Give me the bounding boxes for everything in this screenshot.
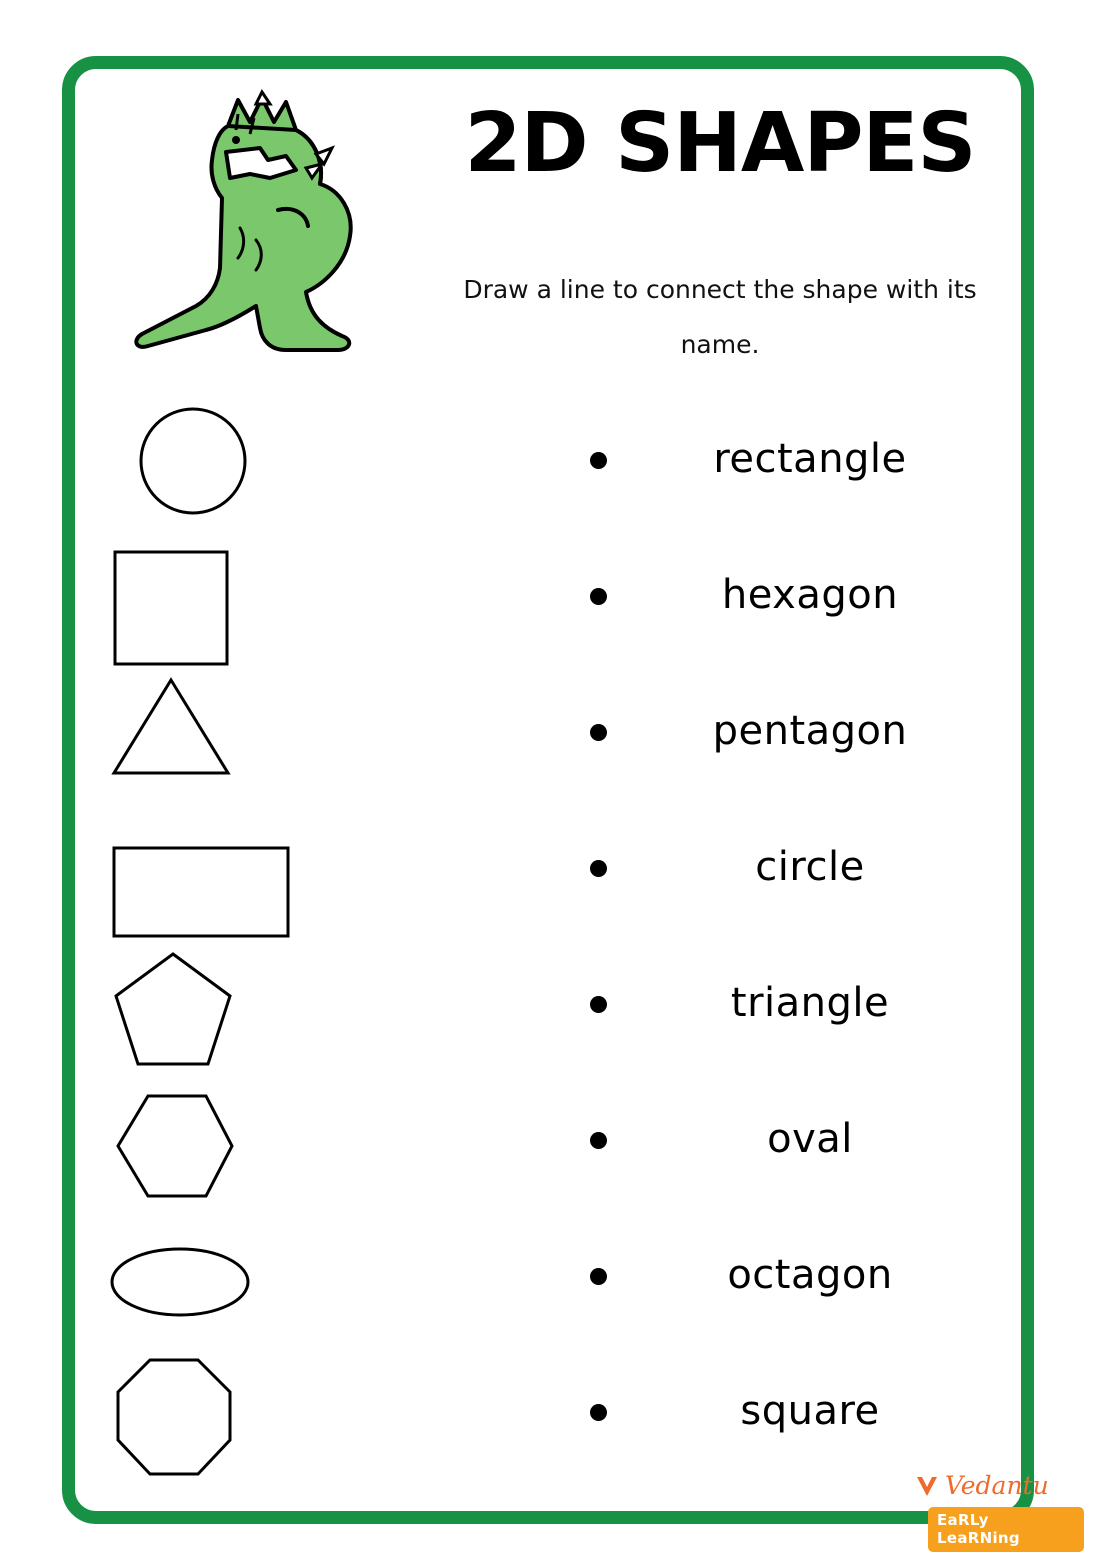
dinosaur-icon — [110, 78, 380, 378]
word-label: circle — [755, 844, 865, 890]
connector-dot-icon[interactable] — [590, 860, 607, 877]
logo-top-row — [914, 1468, 1084, 1504]
word-label: triangle — [730, 980, 890, 1026]
shape-item[interactable] — [100, 806, 340, 942]
connector-dot-icon[interactable] — [590, 1132, 607, 1149]
shape-item[interactable] — [100, 670, 340, 806]
page-title: 2D SHAPES — [464, 96, 976, 191]
word-label: pentagon — [712, 708, 908, 754]
connector-dot-icon[interactable] — [590, 1404, 607, 1421]
shape-item[interactable] — [100, 1078, 340, 1214]
words-column — [560, 398, 980, 1488]
vedantu-logo — [914, 1468, 1084, 1547]
shape-item[interactable] — [100, 398, 340, 534]
shape-item[interactable] — [100, 1350, 340, 1486]
word-label: hexagon — [721, 572, 899, 618]
word-item[interactable] — [560, 398, 980, 534]
shape-item[interactable] — [100, 534, 340, 670]
connector-dot-icon[interactable] — [590, 724, 607, 741]
connector-dot-icon[interactable] — [590, 996, 607, 1013]
connector-dot-icon[interactable] — [590, 588, 607, 605]
word-label: octagon — [727, 1252, 893, 1298]
word-item[interactable] — [560, 1214, 980, 1350]
word-item[interactable] — [560, 806, 980, 942]
brand-tagline: EaRLy LeaRNing — [928, 1507, 1084, 1552]
word-label: square — [740, 1388, 880, 1434]
word-item[interactable] — [560, 1350, 980, 1486]
word-item[interactable] — [560, 670, 980, 806]
connector-dot-icon[interactable] — [590, 1268, 607, 1285]
shape-item[interactable] — [100, 942, 340, 1078]
connector-dot-icon[interactable] — [590, 452, 607, 469]
word-item[interactable] — [560, 1078, 980, 1214]
word-item[interactable] — [560, 942, 980, 1078]
brand-name: Vedantu — [945, 1471, 1049, 1500]
vedantu-mark-icon — [914, 1473, 940, 1499]
word-label: rectangle — [713, 436, 907, 482]
word-item[interactable] — [560, 534, 980, 670]
shapes-column — [100, 398, 340, 1488]
shape-item[interactable] — [100, 1214, 340, 1350]
instructions-text: Draw a line to connect the shape with its name. — [463, 275, 977, 359]
word-label: oval — [767, 1116, 853, 1162]
